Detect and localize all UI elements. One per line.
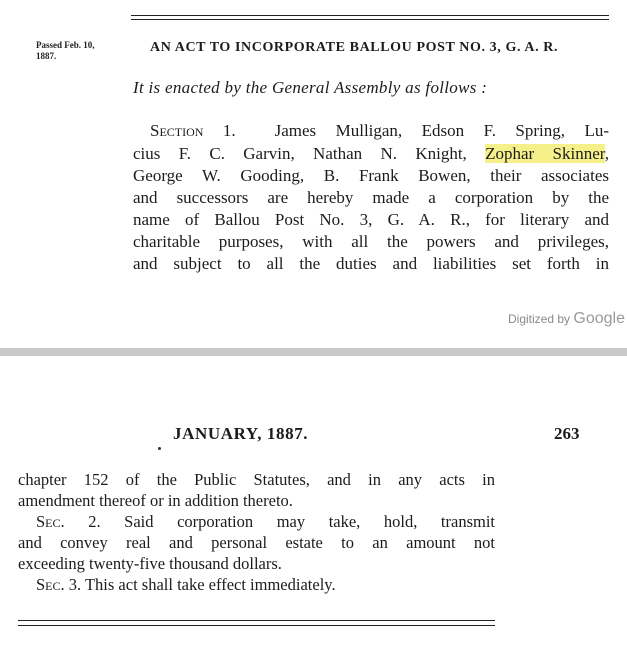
bottom-line-6-text: This act shall take effect immediately. <box>81 575 336 594</box>
bottom-rule-2 <box>18 625 495 626</box>
bottom-line-2 <box>18 490 495 511</box>
section-3-label: Sec. 3. <box>36 575 82 594</box>
section-1-line-7: and subject to all the duties and liabilities set forth in <box>133 254 609 273</box>
section-1-line-1 <box>150 120 609 142</box>
section-1-line-1-text: James Mulligan, Edson F. Spring, Lu- <box>274 121 610 140</box>
search-highlight: Zophar Skinner <box>485 144 605 163</box>
top-rule-1 <box>131 15 609 16</box>
bottom-line-4-text: and convey real and personal estate to an amount not <box>18 533 495 552</box>
bottom-line-1-text: chapter 152 of the Public Statutes, and in any acts in <box>18 470 495 489</box>
bottom-line-6 <box>36 574 495 595</box>
section-1-line-4: and successors are hereby made a corporation by the <box>133 188 609 207</box>
section-1-line-5: name of Ballou Post No. 3, G. A. R., for literary and <box>133 210 609 229</box>
enacting-clause: It is enacted by the General Assembly as follows : <box>133 78 488 97</box>
page-divider <box>0 348 627 356</box>
section-1-line-2 <box>133 143 609 165</box>
section-1-line-2-after: , <box>604 144 609 163</box>
section-1-line-3: George W. Gooding, B. Frank Bowen, their associates <box>133 166 609 185</box>
section-2-label: Sec. 2. <box>36 512 101 531</box>
page-number: 263 <box>554 424 580 443</box>
section-1-line-6: charitable purposes, with all the powers and privileges, <box>133 232 609 251</box>
section-1-line-2-before: cius F. C. Garvin, Nathan N. Knight, <box>133 144 486 163</box>
bottom-line-5-text: exceeding twenty-five thousand dollars. <box>18 554 282 573</box>
watermark-brand: Google <box>573 310 625 327</box>
bottom-line-5 <box>18 553 495 574</box>
digitized-watermark <box>508 310 625 328</box>
margin-note-line-1: Passed Feb. 10, <box>36 40 95 50</box>
bottom-line-2-text: amendment thereof or in addition thereto. <box>18 491 293 510</box>
watermark-prefix: Digitized by <box>508 312 574 326</box>
bottom-rule-1 <box>18 620 495 621</box>
margin-note-line-2: 1887. <box>36 51 57 61</box>
bottom-line-1 <box>18 469 495 490</box>
ink-speck <box>158 447 161 450</box>
running-head: JANUARY, 1887. <box>173 424 309 443</box>
bottom-line-3-text: Said corporation may take, hold, transmit <box>100 512 495 531</box>
margin-note <box>36 40 95 62</box>
bottom-line-4 <box>18 532 495 553</box>
act-title: AN ACT TO INCORPORATE BALLOU POST NO. 3, G. A. R. <box>150 40 559 55</box>
bottom-line-3 <box>36 511 495 532</box>
section-1-label: Section 1. <box>150 121 236 140</box>
top-rule-2 <box>131 19 609 20</box>
